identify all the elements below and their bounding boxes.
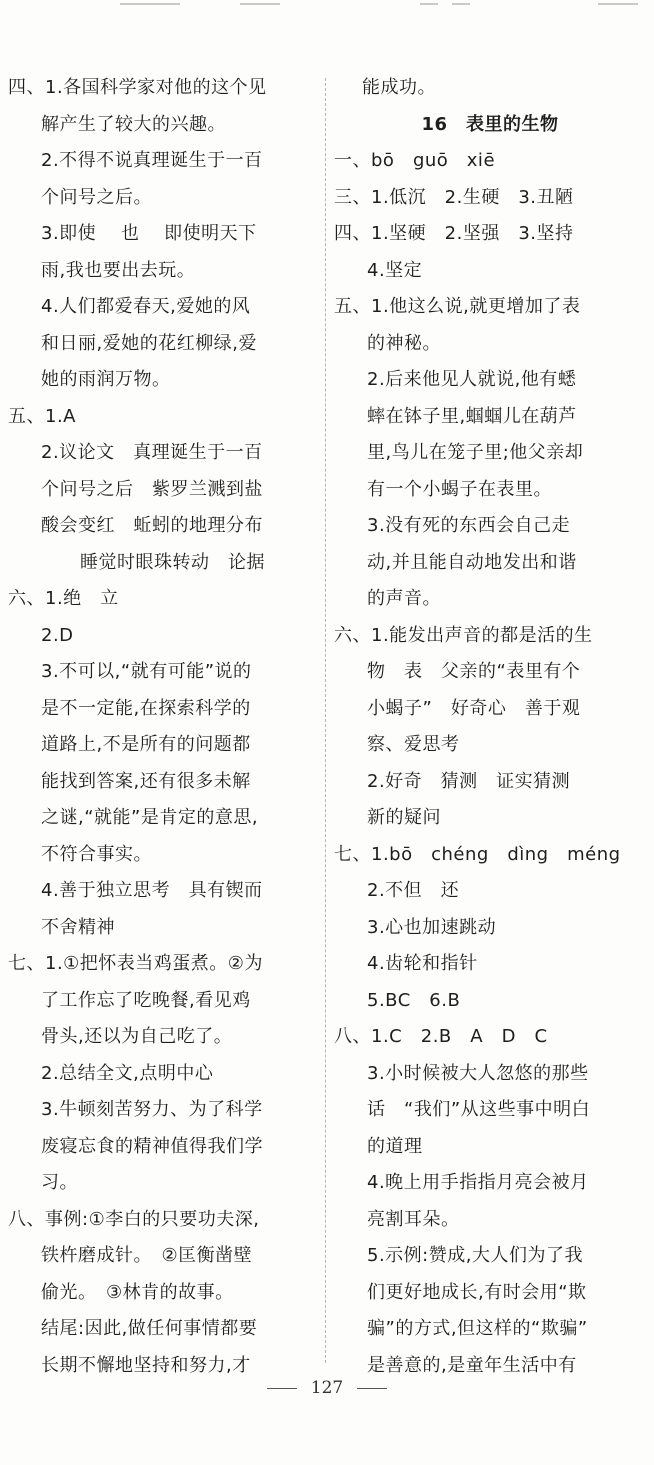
column-divider (325, 78, 326, 1363)
answer-line: 5.示例:赞成,大人们为了我 (367, 1245, 583, 1266)
answer-line: 4.人们都爱春天,爱她的风 (41, 296, 251, 317)
answer-line: 解产生了较大的兴趣。 (41, 113, 226, 135)
answer-line: 是善意的,是童年生活中有 (367, 1354, 577, 1376)
answer-line: 有一个小蝎子在表里。 (367, 478, 552, 500)
answer-line: 偷光。 ③林肯的故事。 (41, 1281, 234, 1303)
answer-line: 2.总结全文,点明中心 (41, 1062, 214, 1084)
footer-dash-right (357, 1388, 387, 1389)
answer-line: 六、1.绝 立 (8, 588, 119, 609)
answer-line: 不符合事实。 (41, 843, 152, 865)
answer-line: 不舍精神 (41, 916, 115, 938)
answer-line: 2.后来他见人就说,他有蟋 (367, 369, 577, 390)
answer-line: 2.好奇 猜测 证实猜测 (367, 770, 571, 792)
answer-line: 个问号之后 紫罗兰溅到盐 (41, 478, 263, 500)
answer-line: 物 表 父亲的“表里有个 (367, 661, 581, 682)
answer-line: 话 “我们”从这些事中明白 (367, 1099, 591, 1120)
answer-line: 能成功。 (362, 77, 436, 98)
answer-line: 3.即使 也 即使明天下 (41, 223, 257, 244)
right-answer-column (334, 70, 646, 1384)
answer-line: 她的雨润万物。 (41, 369, 171, 390)
answer-line: 5.BC 6.B (367, 989, 461, 1011)
top-edge-marks (0, 0, 654, 12)
answer-line: 八、1.C 2.B A D C (334, 1026, 548, 1047)
answer-line: 4.善于独立思考 具有锲而 (41, 880, 263, 901)
answer-line: 睡觉时眼珠转动 论据 (80, 551, 265, 573)
answer-line: 之谜,“就能”是肯定的意思, (41, 807, 259, 828)
answer-line: 四、1.各国科学家对他的这个见 (8, 77, 267, 98)
footer-dash-left (267, 1388, 297, 1389)
answer-line: 七、1.①把怀表当鸡蛋煮。②为 (8, 953, 263, 974)
answer-line: 的道理 (367, 1135, 423, 1157)
answer-line: 结尾:因此,做任何事情都要 (41, 1318, 258, 1339)
answer-line: 雨,我也要出去玩。 (41, 259, 196, 281)
answer-line: 个问号之后。 (41, 186, 152, 208)
answer-line: 新的疑问 (367, 807, 441, 828)
answer-line: 们更好地成长,有时会用“欺 (367, 1281, 587, 1303)
answer-line: 酸会变红 蚯蚓的地理分布 (41, 515, 263, 536)
page-number: 127 (310, 1378, 344, 1398)
answer-line: 八、事例:①李白的只要功夫深, (8, 1208, 260, 1230)
answer-line: 六、1.能发出声音的都是活的生 (334, 624, 593, 646)
answer-line: 亮割耳朵。 (367, 1208, 460, 1230)
answer-line: 道路上,不是所有的问题都 (41, 734, 251, 755)
answer-line: 动,并且能自动地发出和谐 (367, 551, 577, 573)
answer-line: 3.不可以,“就有可能”说的 (41, 661, 252, 682)
answer-line: 的神秘。 (367, 332, 441, 354)
answer-line: 三、1.低沉 2.生硬 3.丑陋 (334, 186, 574, 208)
answer-line: 能找到答案,还有很多未解 (41, 770, 251, 792)
answer-line: 小蝎子” 好奇心 善于观 (367, 697, 581, 719)
answer-line: 4.齿轮和指针 (367, 953, 478, 974)
answer-line: 3.小时候被大人忽悠的那些 (367, 1062, 589, 1084)
answer-line: 4.晚上用手指指月亮会被月 (367, 1172, 589, 1193)
answer-line: 里,鸟儿在笼子里;他父亲却 (367, 442, 584, 463)
answer-line: 习。 (41, 1172, 78, 1193)
answer-line: 长期不懈地坚持和努力,才 (41, 1354, 251, 1376)
answer-line: 察、爱思考 (367, 734, 460, 755)
answer-line: 3.心也加速跳动 (367, 916, 497, 938)
answer-line: 七、1.bō chéng dìng méng (334, 843, 621, 865)
answer-line: 2.议论文 真理诞生于一百 (41, 442, 263, 463)
answer-line: 五、1.A (8, 405, 76, 427)
answer-line: 的声音。 (367, 588, 441, 609)
answer-line: 3.没有死的东西会自己走 (367, 515, 571, 536)
left-answer-column (8, 70, 320, 1384)
answer-line: 蟀在钵子里,蝈蝈儿在葫芦 (367, 405, 577, 427)
answer-line: 了工作忘了吃晚餐,看见鸡 (41, 989, 251, 1011)
answer-line: 2.不得不说真理诞生于一百 (41, 150, 263, 171)
answer-line: 骗”的方式,但这样的“欺骗” (367, 1318, 588, 1339)
answer-line: 3.牛顿刻苦努力、为了科学 (41, 1099, 263, 1120)
answer-line: 2.不但 还 (367, 880, 460, 901)
answer-line: 2.D (41, 624, 74, 646)
answer-line: 一、bō guō xiē (334, 150, 496, 171)
answer-line: 是不一定能,在探索科学的 (41, 697, 251, 719)
page-footer (0, 1378, 654, 1398)
section-heading: 16 表里的生物 (421, 113, 559, 135)
answer-line: 四、1.坚硬 2.坚强 3.坚持 (334, 223, 574, 244)
answer-line: 废寝忘食的精神值得我们学 (41, 1135, 263, 1157)
answer-line: 和日丽,爱她的花红柳绿,爱 (41, 332, 257, 354)
answer-line: 五、1.他这么说,就更增加了表 (334, 296, 581, 317)
answer-line: 铁杵磨成针。 ②匡衡凿壁 (41, 1245, 253, 1266)
answer-line: 骨头,还以为自己吃了。 (41, 1026, 233, 1047)
answer-line: 4.坚定 (367, 259, 423, 281)
